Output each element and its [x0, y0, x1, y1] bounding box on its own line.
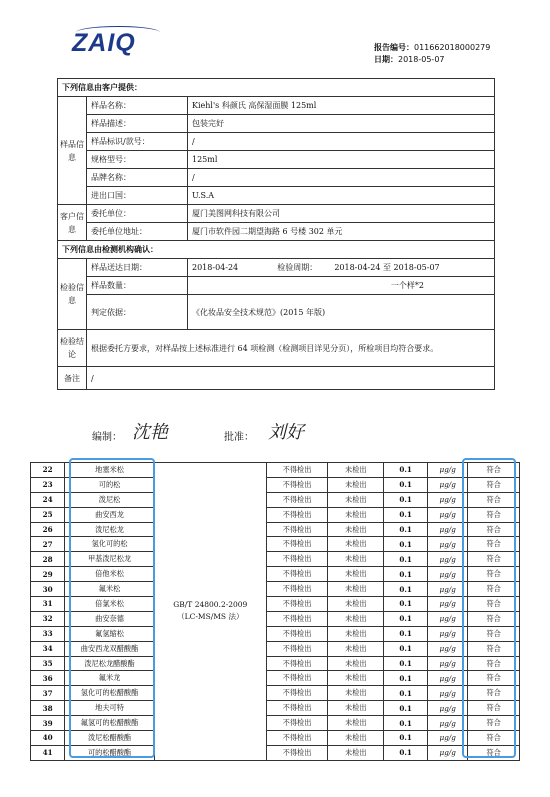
- row-number: 24: [31, 492, 65, 507]
- received-date-value: 2018-04-24: [192, 263, 239, 272]
- quantity-label: 样品数量：: [87, 277, 188, 295]
- limit-requirement: 不得检出: [266, 745, 328, 760]
- row-number: 26: [31, 522, 65, 537]
- report-info-table: [57, 78, 495, 390]
- remarks-value: /: [87, 367, 495, 390]
- row-number: 22: [31, 463, 65, 478]
- client-name-label: 委托单位：: [87, 205, 188, 223]
- row-number: 37: [31, 686, 65, 701]
- standard-code: GB/T 24800.2-2009: [173, 600, 248, 610]
- unit: μg/g: [428, 626, 468, 641]
- detection-limit: 0.1: [384, 686, 428, 701]
- analyte-name: 氟米松: [65, 582, 155, 597]
- verdict: 符合: [468, 507, 520, 522]
- verdict: 符合: [468, 745, 520, 760]
- verdict: 符合: [468, 686, 520, 701]
- origin-label: 进出口国：: [87, 187, 188, 205]
- client-info-group-label: 客户信息: [58, 205, 87, 241]
- report-number-value: 011662018000279: [414, 43, 491, 52]
- unit: μg/g: [428, 492, 468, 507]
- verdict: 符合: [468, 597, 520, 612]
- row-number: 27: [31, 537, 65, 552]
- unit: μg/g: [428, 745, 468, 760]
- detection-limit: 0.1: [384, 567, 428, 582]
- test-result: 未检出: [328, 522, 384, 537]
- row-number: 35: [31, 656, 65, 671]
- detection-limit: 0.1: [384, 716, 428, 731]
- test-result: 未检出: [328, 477, 384, 492]
- origin-value: U.S.A: [188, 187, 495, 205]
- verdict: 符合: [468, 641, 520, 656]
- unit: μg/g: [428, 567, 468, 582]
- verdict: 符合: [468, 567, 520, 582]
- detection-limit: 0.1: [384, 477, 428, 492]
- client-address-value: 厦门市软件园二期望海路 6 号楼 302 单元: [188, 223, 495, 241]
- verdict: 符合: [468, 492, 520, 507]
- unit: μg/g: [428, 597, 468, 612]
- row-number: 40: [31, 731, 65, 746]
- detection-limit: 0.1: [384, 745, 428, 760]
- unit: μg/g: [428, 611, 468, 626]
- analyte-name: 地夫可特: [65, 701, 155, 716]
- verdict: 符合: [468, 522, 520, 537]
- analyte-name: 泼尼松: [65, 492, 155, 507]
- limit-requirement: 不得检出: [266, 716, 328, 731]
- sample-name-label: 样品名称：: [87, 97, 188, 115]
- sample-id-label: 样品标识/款号：: [87, 133, 188, 151]
- row-number: 29: [31, 567, 65, 582]
- verdict: 符合: [468, 611, 520, 626]
- unit: μg/g: [428, 716, 468, 731]
- sample-name-value: Kiehl's 科颜氏 高保湿面膜 125ml: [188, 97, 495, 115]
- sample-desc-label: 样品描述：: [87, 115, 188, 133]
- detection-limit: 0.1: [384, 701, 428, 716]
- test-result: 未检出: [328, 716, 384, 731]
- quantity-value: 一个样*2: [188, 277, 495, 295]
- report-number: [374, 42, 490, 53]
- unit: μg/g: [428, 686, 468, 701]
- detection-limit: 0.1: [384, 492, 428, 507]
- analyte-name: 曲安西龙: [65, 507, 155, 522]
- received-date-label: 样品送达日期：: [87, 259, 188, 277]
- limit-requirement: 不得检出: [266, 656, 328, 671]
- test-result: 未检出: [328, 686, 384, 701]
- lab-section-title: 下列信息由检测机构确认：: [58, 241, 495, 259]
- standard-method: （LC-MS/MS 法）: [177, 612, 244, 622]
- conclusion-value: 根据委托方要求，对样品按上述标准进行 64 项检测（检测项目详见分页），所检项目均符合要求。: [87, 330, 495, 367]
- approved-by-label: 批准：: [224, 432, 254, 443]
- unit: μg/g: [428, 656, 468, 671]
- verdict: 符合: [468, 477, 520, 492]
- row-number: 25: [31, 507, 65, 522]
- limit-requirement: 不得检出: [266, 477, 328, 492]
- analyte-name: 曲安西龙双醋酸酯: [65, 641, 155, 656]
- received-period-cell: [188, 259, 495, 277]
- row-number: 32: [31, 611, 65, 626]
- analyte-name: 泼尼松醋酸酯: [65, 731, 155, 746]
- analyte-name: 氟氢可的松醋酸酯: [65, 716, 155, 731]
- unit: μg/g: [428, 641, 468, 656]
- test-result: 未检出: [328, 671, 384, 686]
- limit-requirement: 不得检出: [266, 552, 328, 567]
- verdict: 符合: [468, 701, 520, 716]
- signature-area: [92, 422, 492, 452]
- limit-requirement: 不得检出: [266, 492, 328, 507]
- unit: μg/g: [428, 522, 468, 537]
- limit-requirement: 不得检出: [266, 597, 328, 612]
- detection-limit: 0.1: [384, 626, 428, 641]
- test-result: 未检出: [328, 537, 384, 552]
- limit-requirement: 不得检出: [266, 701, 328, 716]
- row-number: 39: [31, 716, 65, 731]
- inspection-info-group-label: 检验信息: [58, 259, 87, 330]
- test-result: 未检出: [328, 552, 384, 567]
- row-number: 36: [31, 671, 65, 686]
- limit-requirement: 不得检出: [266, 567, 328, 582]
- sample-info-group-label: 样品信息: [58, 97, 87, 205]
- basis-value: 《化妆品安全技术规范》(2015 年版): [188, 295, 495, 330]
- analyte-name: 氟氢缩松: [65, 626, 155, 641]
- row-number: 38: [31, 701, 65, 716]
- row-number: 34: [31, 641, 65, 656]
- report-number-label: 报告编号：: [374, 43, 414, 52]
- test-result: 未检出: [328, 701, 384, 716]
- verdict: 符合: [468, 656, 520, 671]
- test-result: 未检出: [328, 567, 384, 582]
- analyte-name: 可的松: [65, 477, 155, 492]
- test-result: 未检出: [328, 611, 384, 626]
- limit-requirement: 不得检出: [266, 611, 328, 626]
- analyte-name: 氟米龙: [65, 671, 155, 686]
- verdict: 符合: [468, 463, 520, 478]
- row-number: 30: [31, 582, 65, 597]
- approved-signature: 刘好: [268, 422, 304, 443]
- test-result: 未检出: [328, 626, 384, 641]
- brand-value: /: [188, 169, 495, 187]
- analyte-name: 氢化可的松: [65, 537, 155, 552]
- verdict: 符合: [468, 731, 520, 746]
- report-date: [374, 54, 445, 65]
- unit: μg/g: [428, 507, 468, 522]
- limit-requirement: 不得检出: [266, 582, 328, 597]
- row-number: 28: [31, 552, 65, 567]
- unit: μg/g: [428, 731, 468, 746]
- highlight-box-verdicts: [462, 458, 516, 758]
- zaiq-logo: ZAIQ: [72, 29, 136, 57]
- compiled-by-label: 编制：: [92, 432, 122, 443]
- conclusion-label: 检验结论: [58, 330, 87, 367]
- limit-requirement: 不得检出: [266, 731, 328, 746]
- compiled-signature: 沈艳: [132, 422, 168, 443]
- analyte-name: 泼尼松龙醋酸酯: [65, 656, 155, 671]
- analyte-name: 曲安奈德: [65, 611, 155, 626]
- limit-requirement: 不得检出: [266, 522, 328, 537]
- analyte-name: 泼尼松龙: [65, 522, 155, 537]
- basis-label: 判定依据：: [87, 295, 188, 330]
- detection-limit: 0.1: [384, 537, 428, 552]
- analyte-name: 倍氯米松: [65, 597, 155, 612]
- unit: μg/g: [428, 701, 468, 716]
- test-result: 未检出: [328, 731, 384, 746]
- unit: μg/g: [428, 537, 468, 552]
- unit: μg/g: [428, 582, 468, 597]
- limit-requirement: 不得检出: [266, 671, 328, 686]
- detection-limit: 0.1: [384, 731, 428, 746]
- sample-desc-value: 包装完好: [188, 115, 495, 133]
- unit: μg/g: [428, 463, 468, 478]
- sample-id-value: /: [188, 133, 495, 151]
- test-result: 未检出: [328, 656, 384, 671]
- detection-limit: 0.1: [384, 671, 428, 686]
- test-result: 未检出: [328, 492, 384, 507]
- sample-spec-label: 规格型号：: [87, 151, 188, 169]
- client-section-title: 下列信息由客户提供：: [58, 79, 495, 97]
- inspection-period-value: 2018-04-24 至 2018-05-07: [334, 263, 440, 272]
- unit: μg/g: [428, 477, 468, 492]
- detection-limit: 0.1: [384, 641, 428, 656]
- limit-requirement: 不得检出: [266, 641, 328, 656]
- test-result: 未检出: [328, 597, 384, 612]
- report-date-label: 日期：: [374, 55, 398, 64]
- highlight-box-names: [69, 458, 155, 758]
- inspection-period-label: 检验周期：: [277, 263, 318, 272]
- detection-limit: 0.1: [384, 656, 428, 671]
- sample-spec-value: 125ml: [188, 151, 495, 169]
- client-address-label: 委托单位地址：: [87, 223, 188, 241]
- remarks-label: 备注: [58, 367, 87, 390]
- verdict: 符合: [468, 537, 520, 552]
- limit-requirement: 不得检出: [266, 463, 328, 478]
- analyte-name: 地塞米松: [65, 463, 155, 478]
- client-name-value: 厦门美图网科技有限公司: [188, 205, 495, 223]
- limit-requirement: 不得检出: [266, 507, 328, 522]
- analyte-name: 甲基泼尼松龙: [65, 552, 155, 567]
- brand-label: 品牌名称：: [87, 169, 188, 187]
- test-result: 未检出: [328, 463, 384, 478]
- detection-limit: 0.1: [384, 463, 428, 478]
- test-result: 未检出: [328, 582, 384, 597]
- verdict: 符合: [468, 626, 520, 641]
- analyte-name: 倍他米松: [65, 567, 155, 582]
- report-date-value: 2018-05-07: [398, 55, 445, 64]
- detection-limit: 0.1: [384, 552, 428, 567]
- limit-requirement: 不得检出: [266, 686, 328, 701]
- analyte-name: 氢化可的松醋酸酯: [65, 686, 155, 701]
- detection-limit: 0.1: [384, 507, 428, 522]
- verdict: 符合: [468, 582, 520, 597]
- test-result: 未检出: [328, 745, 384, 760]
- limit-requirement: 不得检出: [266, 626, 328, 641]
- test-result: 未检出: [328, 641, 384, 656]
- verdict: 符合: [468, 671, 520, 686]
- verdict: 符合: [468, 716, 520, 731]
- limit-requirement: 不得检出: [266, 537, 328, 552]
- row-number: 23: [31, 477, 65, 492]
- unit: μg/g: [428, 671, 468, 686]
- detection-limit: 0.1: [384, 582, 428, 597]
- detection-limit: 0.1: [384, 522, 428, 537]
- test-result: 未检出: [328, 507, 384, 522]
- unit: μg/g: [428, 552, 468, 567]
- verdict: 符合: [468, 552, 520, 567]
- test-standard: [154, 463, 266, 761]
- detection-limit: 0.1: [384, 611, 428, 626]
- analyte-name: 可的松醋酸酯: [65, 745, 155, 760]
- row-number: 31: [31, 597, 65, 612]
- row-number: 41: [31, 745, 65, 760]
- detection-limit: 0.1: [384, 597, 428, 612]
- row-number: 33: [31, 626, 65, 641]
